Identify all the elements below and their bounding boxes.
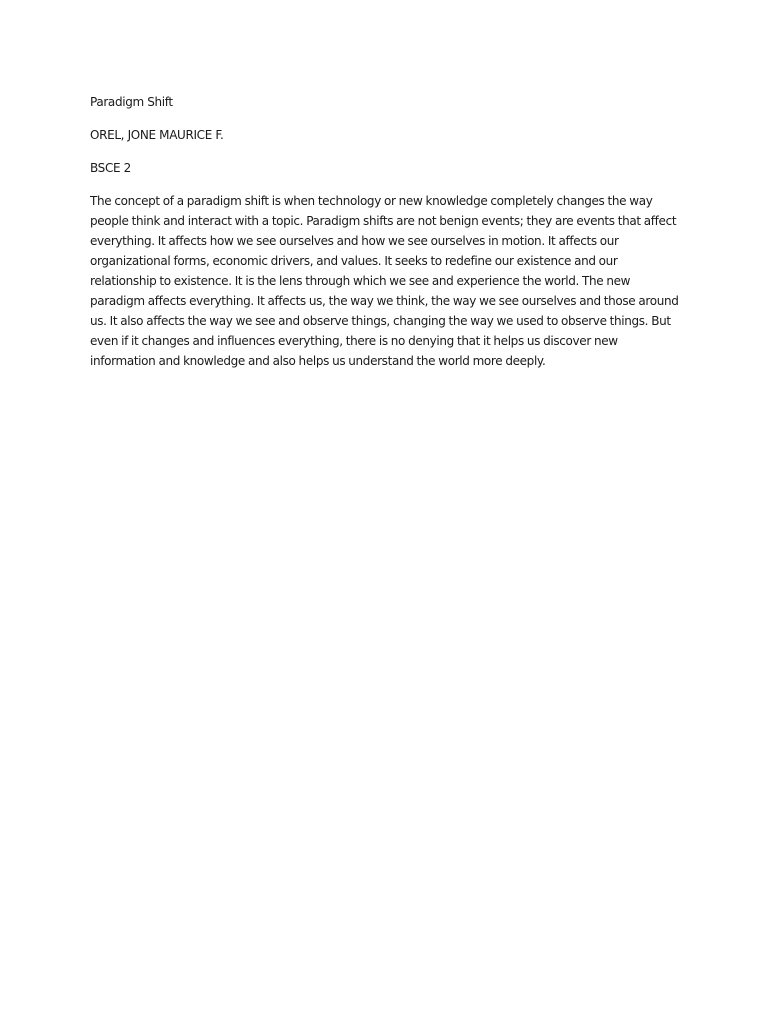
course-label: BSCE 2 [90,161,131,175]
body-line: relationship to existence. It is the lens through which we see and experience the world. The new [90,274,631,288]
body-line: even if it changes and influences everything, there is no denying that it helps us discover new [90,334,618,348]
body-line: paradigm affects everything. It affects us, the way we think, the way we see ourselves and those around [90,294,679,308]
document-title: Paradigm Shift [90,95,173,109]
body-line: information and knowledge and also helps us understand the world more deeply. [90,354,546,368]
document-content [90,92,680,371]
body-line: The concept of a paradigm shift is when technology or new knowledge completely changes the way [90,194,653,208]
author-name: OREL, JONE MAURICE F. [90,128,224,142]
body-line: organizational forms, economic drivers, and values. It seeks to redefine our existence and our [90,254,618,268]
body-line: people think and interact with a topic. Paradigm shifts are not benign events; they are events that affect [90,214,677,228]
body-line: us. It also affects the way we see and observe things, changing the way we used to observe things. But [90,314,671,328]
body-line: everything. It affects how we see ourselves and how we see ourselves in motion. It affects our [90,234,619,248]
body-paragraph [90,191,680,371]
